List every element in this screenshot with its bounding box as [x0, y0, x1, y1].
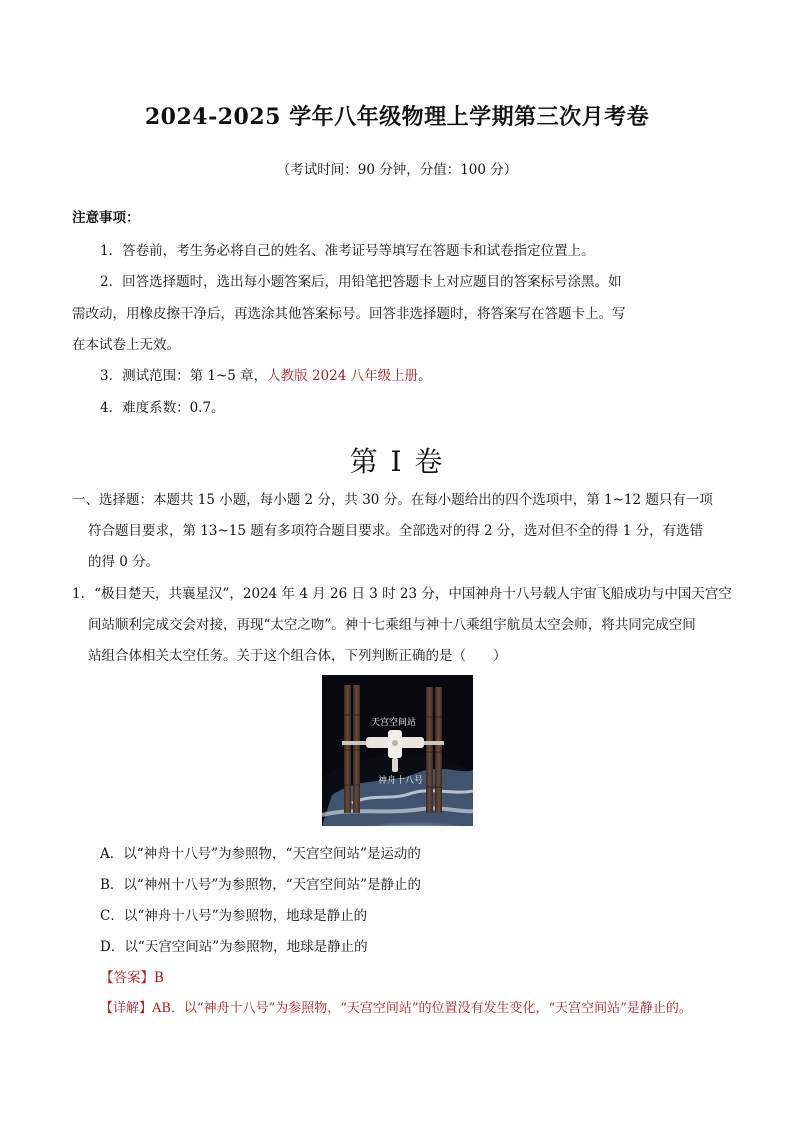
- notes-heading: 注意事项：: [72, 210, 140, 226]
- explanation: [100, 997, 692, 1016]
- ship-label: 神舟十八号: [378, 776, 424, 786]
- note-item-3-textbook: 人教版 2024 八年级上册: [267, 368, 419, 384]
- note-item-3-suffix: 。: [418, 368, 432, 384]
- answer-label: 【答案】: [100, 970, 154, 986]
- note-item-2a: 2．回答选择题时，选出每小题答案后，用铅笔把答题卡上对应题目的答案标号涂黑。如: [100, 274, 622, 290]
- space-station-photo: [322, 675, 473, 826]
- option-a: A．以“神舟十八号”为参照物，“天宫空间站”是运动的: [100, 846, 421, 862]
- instructions-line-3: 的得 0 分。: [88, 554, 160, 570]
- note-item-3-prefix: 3．测试范围：第 1~5 章，: [100, 368, 268, 384]
- section-title: 第 I 卷: [349, 445, 445, 478]
- page-title: 2024-2025 学年八年级物理上学期第三次月考卷: [144, 104, 650, 130]
- instructions-line-1: 一、选择题：本题共 15 小题，每小题 2 分，共 30 分。在每小题给出的四个选项中，第 1~12 题只有一项: [72, 492, 713, 508]
- option-b: B．以“神州十八号”为参照物，“天宫空间站”是静止的: [100, 877, 422, 893]
- question-1-line-3: 站组合体相关太空任务。关于这个组合体，下列判断正确的是（ ）: [88, 648, 507, 664]
- explanation-label: 【详解】: [100, 1001, 153, 1016]
- answer-value: B: [154, 970, 164, 986]
- explanation-text: AB．以“神舟十八号”为参照物，“天宫空间站”的位置没有发生变化，“天宫空间站”是静止的。: [152, 1001, 692, 1016]
- note-item-4: 4．难度系数：0.7。: [100, 400, 225, 416]
- option-d: D．以“天宫空间站”为参照物，地球是静止的: [100, 939, 368, 955]
- station-label: 天宫空间站: [371, 718, 417, 728]
- note-item-2c: 在本试卷上无效。: [72, 337, 180, 353]
- note-item-3: [100, 364, 432, 384]
- question-1-line-2: 间站顺利完成交会对接，再现“太空之吻”。神十七乘组与神十八乘组宇航员太空会师，将共同完成空间: [88, 617, 696, 633]
- question-1-line-1: 1．“极目楚天，共襄星汉”，2024 年 4 月 26 日 3 时 23 分，中国神舟十八号载人宇宙飞船成功与中国天宫空: [72, 586, 732, 602]
- option-c: C．以“神舟十八号”为参照物，地球是静止的: [100, 908, 368, 924]
- note-item-2b: 需改动，用橡皮擦干净后，再选涂其他答案标号。回答非选择题时，将答案写在答题卡上。写: [72, 306, 626, 322]
- note-item-1: 1．答卷前，考生务必将自己的姓名、准考证号等填写在答题卡和试卷指定位置上。: [100, 243, 595, 259]
- instructions-line-2: 符合题目要求，第 13~15 题有多项符合题目要求。全部选对的得 2 分，选对但不全的得 1 分，有选错: [88, 523, 704, 539]
- exam-info: （考试时间：90 分钟，分值：100 分）: [276, 162, 518, 178]
- answer: [100, 966, 164, 986]
